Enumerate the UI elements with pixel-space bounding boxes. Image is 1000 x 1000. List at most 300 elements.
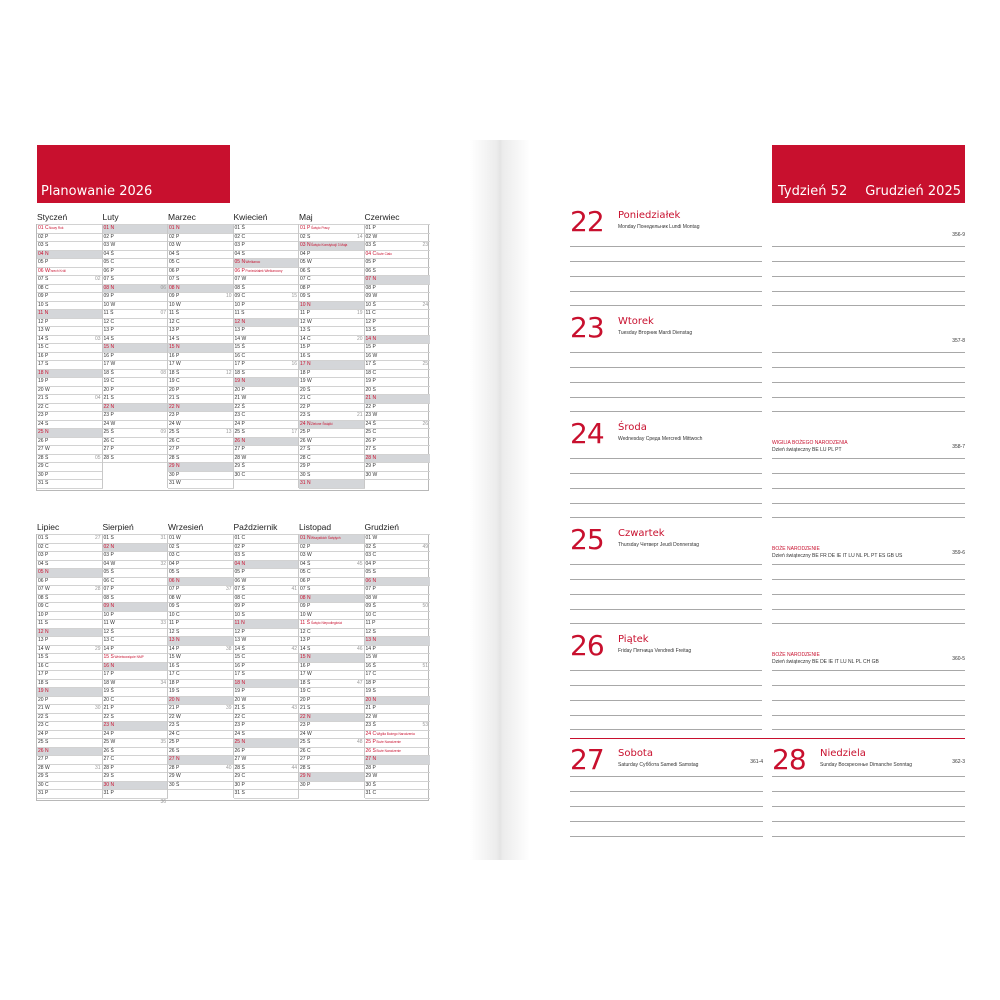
day-cell[interactable] — [365, 369, 431, 378]
day-cell[interactable] — [234, 343, 300, 352]
day-cell[interactable] — [37, 360, 103, 369]
day-cell[interactable] — [37, 653, 103, 662]
day-cell[interactable] — [234, 721, 300, 730]
day-cell[interactable] — [37, 471, 103, 480]
day-cell[interactable] — [299, 721, 365, 730]
day-cell[interactable] — [299, 301, 365, 310]
day-cell[interactable] — [103, 386, 169, 395]
day-cell[interactable] — [168, 411, 234, 420]
day-cell[interactable] — [299, 551, 365, 560]
day-cell[interactable] — [299, 292, 365, 301]
day-cell[interactable] — [365, 543, 431, 552]
day-cell[interactable] — [37, 764, 103, 773]
day-cell[interactable] — [37, 738, 103, 747]
day-cell[interactable] — [234, 428, 300, 437]
day-cell[interactable] — [103, 560, 169, 569]
writing-line[interactable] — [772, 715, 965, 716]
day-cell[interactable] — [37, 721, 103, 730]
day-cell[interactable] — [234, 267, 300, 276]
day-cell[interactable] — [234, 462, 300, 471]
day-cell[interactable] — [365, 594, 431, 603]
writing-line[interactable] — [570, 352, 762, 353]
writing-line[interactable] — [570, 458, 762, 459]
day-cell[interactable] — [365, 445, 431, 454]
day-cell[interactable] — [365, 585, 431, 594]
writing-line[interactable] — [772, 836, 965, 837]
writing-line[interactable] — [570, 473, 762, 474]
day-cell[interactable] — [103, 764, 169, 773]
day-cell[interactable] — [365, 326, 431, 335]
writing-line[interactable] — [570, 806, 763, 807]
day-cell[interactable] — [365, 309, 431, 318]
day-cell[interactable] — [299, 386, 365, 395]
day-cell[interactable] — [365, 454, 431, 463]
day-cell[interactable] — [234, 560, 300, 569]
day-cell[interactable] — [37, 403, 103, 412]
day-cell[interactable] — [37, 619, 103, 628]
day-cell[interactable] — [103, 577, 169, 586]
day-cell[interactable] — [299, 224, 365, 233]
day-cell[interactable] — [299, 670, 365, 679]
day-cell[interactable] — [234, 233, 300, 242]
day-cell[interactable] — [234, 292, 300, 301]
day-cell[interactable] — [168, 420, 234, 429]
day-cell[interactable] — [37, 602, 103, 611]
day-cell[interactable] — [37, 479, 103, 488]
day-cell[interactable] — [103, 636, 169, 645]
day-cell[interactable] — [168, 352, 234, 361]
writing-line[interactable] — [772, 791, 965, 792]
day-cell[interactable] — [37, 335, 103, 344]
day-cell[interactable] — [103, 679, 169, 688]
writing-line[interactable] — [772, 261, 965, 262]
day-cell[interactable] — [234, 241, 300, 250]
day-cell[interactable] — [168, 267, 234, 276]
day-cell[interactable] — [299, 653, 365, 662]
day-cell[interactable] — [365, 645, 431, 654]
day-cell[interactable] — [168, 386, 234, 395]
day-cell[interactable] — [103, 645, 169, 654]
day-cell[interactable] — [234, 696, 300, 705]
day-cell[interactable] — [299, 428, 365, 437]
day-cell[interactable] — [168, 738, 234, 747]
day-cell[interactable] — [234, 764, 300, 773]
day-cell[interactable] — [168, 301, 234, 310]
day-cell[interactable] — [365, 619, 431, 628]
day-cell[interactable] — [299, 602, 365, 611]
day-cell[interactable] — [365, 352, 431, 361]
day-cell[interactable] — [234, 704, 300, 713]
day-cell[interactable] — [365, 471, 431, 480]
day-cell[interactable] — [168, 258, 234, 267]
day-cell[interactable] — [168, 326, 234, 335]
day-cell[interactable] — [234, 687, 300, 696]
writing-line[interactable] — [570, 670, 762, 671]
day-cell[interactable] — [168, 764, 234, 773]
day-cell[interactable] — [103, 789, 169, 798]
day-cell[interactable] — [365, 602, 431, 611]
day-cell[interactable] — [37, 645, 103, 654]
day-cell[interactable] — [37, 394, 103, 403]
day-cell[interactable] — [234, 369, 300, 378]
day-cell[interactable] — [103, 721, 169, 730]
day-cell[interactable] — [168, 653, 234, 662]
day-cell[interactable] — [168, 568, 234, 577]
day-cell[interactable] — [103, 318, 169, 327]
day-cell[interactable] — [365, 653, 431, 662]
day-cell[interactable] — [168, 369, 234, 378]
day-cell[interactable] — [365, 275, 431, 284]
day-cell[interactable] — [234, 730, 300, 739]
day-cell[interactable] — [299, 764, 365, 773]
day-cell[interactable] — [365, 551, 431, 560]
day-cell[interactable] — [37, 534, 103, 543]
day-cell[interactable] — [299, 479, 365, 488]
day-cell[interactable] — [103, 445, 169, 454]
day-cell[interactable] — [299, 233, 365, 242]
day-cell[interactable] — [365, 462, 431, 471]
day-cell[interactable] — [234, 224, 300, 233]
day-cell[interactable] — [103, 704, 169, 713]
day-cell[interactable] — [299, 411, 365, 420]
day-cell[interactable] — [365, 662, 431, 671]
day-cell[interactable] — [365, 577, 431, 586]
day-cell[interactable] — [365, 781, 431, 790]
day-cell[interactable] — [168, 428, 234, 437]
day-cell[interactable] — [37, 687, 103, 696]
writing-line[interactable] — [570, 715, 762, 716]
day-cell[interactable] — [168, 534, 234, 543]
day-cell[interactable] — [168, 696, 234, 705]
day-cell[interactable] — [168, 335, 234, 344]
day-cell[interactable] — [365, 292, 431, 301]
day-cell[interactable] — [234, 471, 300, 480]
day-cell[interactable] — [234, 543, 300, 552]
day-cell[interactable] — [37, 670, 103, 679]
day-cell[interactable] — [234, 258, 300, 267]
day-cell[interactable] — [103, 534, 169, 543]
day-cell[interactable] — [37, 628, 103, 637]
day-cell[interactable] — [168, 577, 234, 586]
day-cell[interactable] — [103, 755, 169, 764]
day-cell[interactable] — [365, 704, 431, 713]
writing-line[interactable] — [772, 579, 965, 580]
writing-line[interactable] — [570, 382, 762, 383]
day-cell[interactable] — [365, 403, 431, 412]
day-cell[interactable] — [168, 619, 234, 628]
day-cell[interactable] — [168, 670, 234, 679]
day-cell[interactable] — [103, 772, 169, 781]
day-cell[interactable] — [103, 670, 169, 679]
day-cell[interactable] — [234, 594, 300, 603]
day-cell[interactable] — [168, 594, 234, 603]
day-cell[interactable] — [234, 619, 300, 628]
day-cell[interactable] — [365, 386, 431, 395]
day-cell[interactable] — [37, 636, 103, 645]
writing-line[interactable] — [570, 564, 762, 565]
day-cell[interactable] — [103, 696, 169, 705]
day-cell[interactable] — [299, 594, 365, 603]
day-cell[interactable] — [234, 738, 300, 747]
day-cell[interactable] — [103, 781, 169, 790]
writing-line[interactable] — [772, 729, 965, 730]
day-cell[interactable] — [37, 560, 103, 569]
day-cell[interactable] — [168, 704, 234, 713]
day-cell[interactable] — [365, 335, 431, 344]
day-cell[interactable] — [365, 241, 431, 250]
day-cell[interactable] — [37, 789, 103, 798]
day-cell[interactable] — [234, 420, 300, 429]
day-cell[interactable] — [37, 309, 103, 318]
day-cell[interactable] — [234, 636, 300, 645]
day-cell[interactable] — [168, 755, 234, 764]
writing-line[interactable] — [772, 246, 965, 247]
day-cell[interactable] — [103, 301, 169, 310]
day-cell[interactable] — [299, 543, 365, 552]
writing-line[interactable] — [570, 246, 762, 247]
day-cell[interactable] — [299, 462, 365, 471]
day-cell[interactable] — [168, 479, 234, 488]
day-cell[interactable] — [365, 258, 431, 267]
day-cell[interactable] — [234, 670, 300, 679]
day-cell[interactable] — [103, 377, 169, 386]
day-cell[interactable] — [299, 352, 365, 361]
day-cell[interactable] — [299, 738, 365, 747]
day-cell[interactable] — [234, 662, 300, 671]
day-cell[interactable] — [103, 543, 169, 552]
day-cell[interactable] — [37, 713, 103, 722]
day-cell[interactable] — [37, 258, 103, 267]
day-cell[interactable] — [168, 462, 234, 471]
day-cell[interactable] — [234, 585, 300, 594]
day-cell[interactable] — [103, 437, 169, 446]
day-cell[interactable] — [168, 645, 234, 654]
day-cell[interactable] — [103, 241, 169, 250]
day-cell[interactable] — [168, 250, 234, 259]
day-cell[interactable] — [365, 696, 431, 705]
day-cell[interactable] — [234, 250, 300, 259]
day-cell[interactable] — [234, 772, 300, 781]
day-cell[interactable] — [37, 284, 103, 293]
day-cell[interactable] — [168, 309, 234, 318]
day-cell[interactable] — [37, 551, 103, 560]
day-cell[interactable] — [103, 343, 169, 352]
day-cell[interactable] — [37, 454, 103, 463]
day-cell[interactable] — [103, 619, 169, 628]
writing-line[interactable] — [772, 411, 965, 412]
day-cell[interactable] — [299, 713, 365, 722]
day-cell[interactable] — [168, 585, 234, 594]
day-cell[interactable] — [299, 258, 365, 267]
day-cell[interactable] — [234, 352, 300, 361]
day-cell[interactable] — [37, 428, 103, 437]
day-cell[interactable] — [168, 628, 234, 637]
day-cell[interactable] — [365, 755, 431, 764]
day-cell[interactable] — [37, 292, 103, 301]
day-cell[interactable] — [299, 335, 365, 344]
day-cell[interactable] — [299, 585, 365, 594]
day-cell[interactable] — [299, 267, 365, 276]
day-cell[interactable] — [234, 386, 300, 395]
day-cell[interactable] — [37, 275, 103, 284]
day-cell[interactable] — [234, 335, 300, 344]
day-cell[interactable] — [37, 462, 103, 471]
day-cell[interactable] — [299, 772, 365, 781]
day-cell[interactable] — [299, 420, 365, 429]
writing-line[interactable] — [772, 291, 965, 292]
day-cell[interactable] — [103, 335, 169, 344]
writing-line[interactable] — [570, 609, 762, 610]
day-cell[interactable] — [234, 653, 300, 662]
day-cell[interactable] — [299, 628, 365, 637]
day-cell[interactable] — [37, 301, 103, 310]
day-cell[interactable] — [103, 428, 169, 437]
day-cell[interactable] — [299, 250, 365, 259]
day-cell[interactable] — [365, 420, 431, 429]
day-cell[interactable] — [365, 747, 431, 756]
day-cell[interactable] — [37, 679, 103, 688]
day-cell[interactable] — [365, 679, 431, 688]
day-cell[interactable] — [168, 360, 234, 369]
day-cell[interactable] — [168, 437, 234, 446]
day-cell[interactable] — [234, 645, 300, 654]
writing-line[interactable] — [772, 821, 965, 822]
day-cell[interactable] — [299, 560, 365, 569]
day-cell[interactable] — [365, 301, 431, 310]
day-cell[interactable] — [168, 636, 234, 645]
day-cell[interactable] — [37, 386, 103, 395]
day-cell[interactable] — [365, 764, 431, 773]
day-cell[interactable] — [168, 284, 234, 293]
day-cell[interactable] — [37, 772, 103, 781]
writing-line[interactable] — [570, 488, 762, 489]
day-cell[interactable] — [365, 772, 431, 781]
writing-line[interactable] — [570, 503, 762, 504]
day-cell[interactable] — [299, 454, 365, 463]
day-cell[interactable] — [103, 292, 169, 301]
day-cell[interactable] — [168, 611, 234, 620]
writing-line[interactable] — [570, 776, 763, 777]
day-cell[interactable] — [299, 781, 365, 790]
day-cell[interactable] — [37, 318, 103, 327]
day-cell[interactable] — [168, 454, 234, 463]
writing-line[interactable] — [772, 488, 965, 489]
writing-line[interactable] — [570, 821, 763, 822]
writing-line[interactable] — [570, 623, 762, 624]
writing-line[interactable] — [570, 397, 762, 398]
day-cell[interactable] — [299, 534, 365, 543]
day-cell[interactable] — [37, 224, 103, 233]
day-cell[interactable] — [103, 224, 169, 233]
day-cell[interactable] — [365, 568, 431, 577]
writing-line[interactable] — [570, 305, 762, 306]
day-cell[interactable] — [299, 687, 365, 696]
day-cell[interactable] — [168, 241, 234, 250]
day-cell[interactable] — [103, 687, 169, 696]
day-cell[interactable] — [37, 369, 103, 378]
day-cell[interactable] — [103, 568, 169, 577]
day-cell[interactable] — [234, 326, 300, 335]
day-cell[interactable] — [234, 360, 300, 369]
day-cell[interactable] — [234, 454, 300, 463]
day-cell[interactable] — [103, 585, 169, 594]
day-cell[interactable] — [103, 454, 169, 463]
writing-line[interactable] — [772, 503, 965, 504]
day-cell[interactable] — [365, 343, 431, 352]
writing-line[interactable] — [772, 806, 965, 807]
day-cell[interactable] — [299, 326, 365, 335]
day-cell[interactable] — [234, 318, 300, 327]
day-cell[interactable] — [103, 730, 169, 739]
day-cell[interactable] — [365, 394, 431, 403]
day-cell[interactable] — [168, 445, 234, 454]
day-cell[interactable] — [168, 318, 234, 327]
day-cell[interactable] — [234, 781, 300, 790]
writing-line[interactable] — [772, 305, 965, 306]
writing-line[interactable] — [772, 623, 965, 624]
day-cell[interactable] — [103, 284, 169, 293]
writing-line[interactable] — [570, 291, 762, 292]
day-cell[interactable] — [299, 679, 365, 688]
day-cell[interactable] — [234, 713, 300, 722]
writing-line[interactable] — [772, 352, 965, 353]
day-cell[interactable] — [168, 224, 234, 233]
day-cell[interactable] — [299, 471, 365, 480]
writing-line[interactable] — [772, 458, 965, 459]
day-cell[interactable] — [37, 747, 103, 756]
day-cell[interactable] — [37, 577, 103, 586]
day-cell[interactable] — [365, 284, 431, 293]
day-cell[interactable] — [168, 560, 234, 569]
day-cell[interactable] — [103, 258, 169, 267]
day-cell[interactable] — [37, 662, 103, 671]
day-cell[interactable] — [168, 772, 234, 781]
writing-line[interactable] — [772, 564, 965, 565]
writing-line[interactable] — [570, 836, 763, 837]
day-cell[interactable] — [299, 568, 365, 577]
day-cell[interactable] — [234, 437, 300, 446]
day-cell[interactable] — [234, 679, 300, 688]
day-cell[interactable] — [103, 267, 169, 276]
day-cell[interactable] — [234, 755, 300, 764]
day-cell[interactable] — [168, 730, 234, 739]
day-cell[interactable] — [299, 696, 365, 705]
day-cell[interactable] — [37, 241, 103, 250]
day-cell[interactable] — [365, 730, 431, 739]
day-cell[interactable] — [168, 471, 234, 480]
day-cell[interactable] — [365, 250, 431, 259]
day-cell[interactable] — [37, 611, 103, 620]
day-cell[interactable] — [299, 755, 365, 764]
day-cell[interactable] — [234, 611, 300, 620]
day-cell[interactable] — [103, 594, 169, 603]
day-cell[interactable] — [168, 679, 234, 688]
writing-line[interactable] — [570, 517, 762, 518]
day-cell[interactable] — [168, 403, 234, 412]
day-cell[interactable] — [299, 403, 365, 412]
day-cell[interactable] — [103, 662, 169, 671]
day-cell[interactable] — [365, 670, 431, 679]
day-cell[interactable] — [234, 628, 300, 637]
day-cell[interactable] — [168, 713, 234, 722]
day-cell[interactable] — [365, 713, 431, 722]
day-cell[interactable] — [168, 781, 234, 790]
day-cell[interactable] — [365, 377, 431, 386]
day-cell[interactable] — [234, 275, 300, 284]
day-cell[interactable] — [37, 250, 103, 259]
day-cell[interactable] — [103, 747, 169, 756]
day-cell[interactable] — [103, 602, 169, 611]
